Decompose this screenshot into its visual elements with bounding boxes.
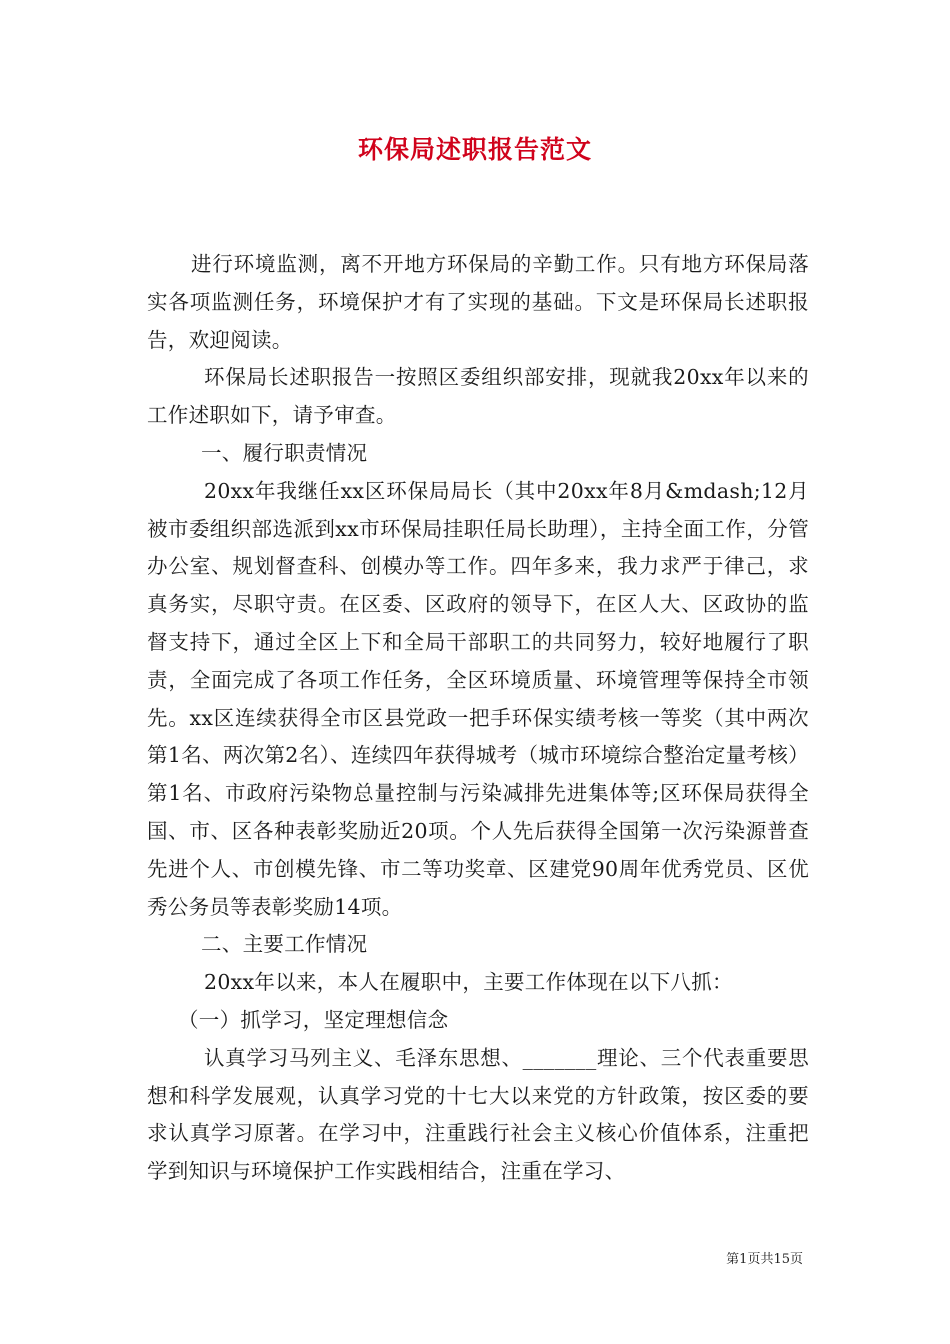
paragraph-duties: 20xx年我继任xx区环保局局长（其中20xx年8月&mdash;12月被市委组织部选派到xx市环保局挂职任局长助理），主持全面工作，分管办公室、规划督查科、创模办等工作。四年多来，我力求严于律己，求真务实，尽职守责。在区委、区政府的领导下，在区人大、区政协的监督支持下，通过全区上下和全局干部职工的共同努力，较好地履行了职责，全面完成了各项工作任务，全区环境质量、环境管理等保持全市领先。xx区连续获得全市区县党政一把手环保实绩考核一等奖（其中两次第1名、两次第2名）、连续四年获得城考（城市环境综合整治定量考核）第1名、市政府污染物总量控制与污染减排先进集体等;区环保局获得全国、市、区各种表彰奖励近20项。个人先后获得全国第一次污染源普查先进个人、市创模先锋、市二等功奖章、区建党90周年优秀党员、区优秀公务员等表彰奖励14项。 [147, 478, 809, 919]
paragraph-study: 认真学习马列主义、毛泽东思想、_______理论、三个代表重要思想和科学发展观，认真学习党的十七大以来党的方针政策，按区委的要求认真学习原著。在学习中，注重践行社会主义核心价值体系，注重把学到知识与环境保护工作实践相结合，注重在学习、 [147, 1045, 809, 1184]
page-number-footer: 第1页共15页 [726, 1252, 803, 1267]
paragraph-report-opening: 环保局长述职报告一按照区委组织部安排，现就我20xx年以来的工作述职如下，请予审查。 [147, 365, 809, 428]
document-body [147, 246, 809, 1191]
section-heading-main-work: 二、主要工作情况 [201, 932, 368, 957]
section-heading-duties: 一、履行职责情况 [201, 440, 368, 465]
document-title: 环保局述职报告范文 [357, 135, 592, 164]
subsection-heading-study: （一）抓学习，坚定理想信念 [178, 1007, 449, 1032]
paragraph-main-work-intro: 20xx年以来，本人在履职中，主要工作体现在以下八抓： [204, 970, 733, 995]
paragraph-intro: 进行环境监测，离不开地方环保局的辛勤工作。只有地方环保局落实各项监测任务，环境保护才有了实现的基础。下文是环保局长述职报告，欢迎阅读。 [147, 252, 809, 352]
